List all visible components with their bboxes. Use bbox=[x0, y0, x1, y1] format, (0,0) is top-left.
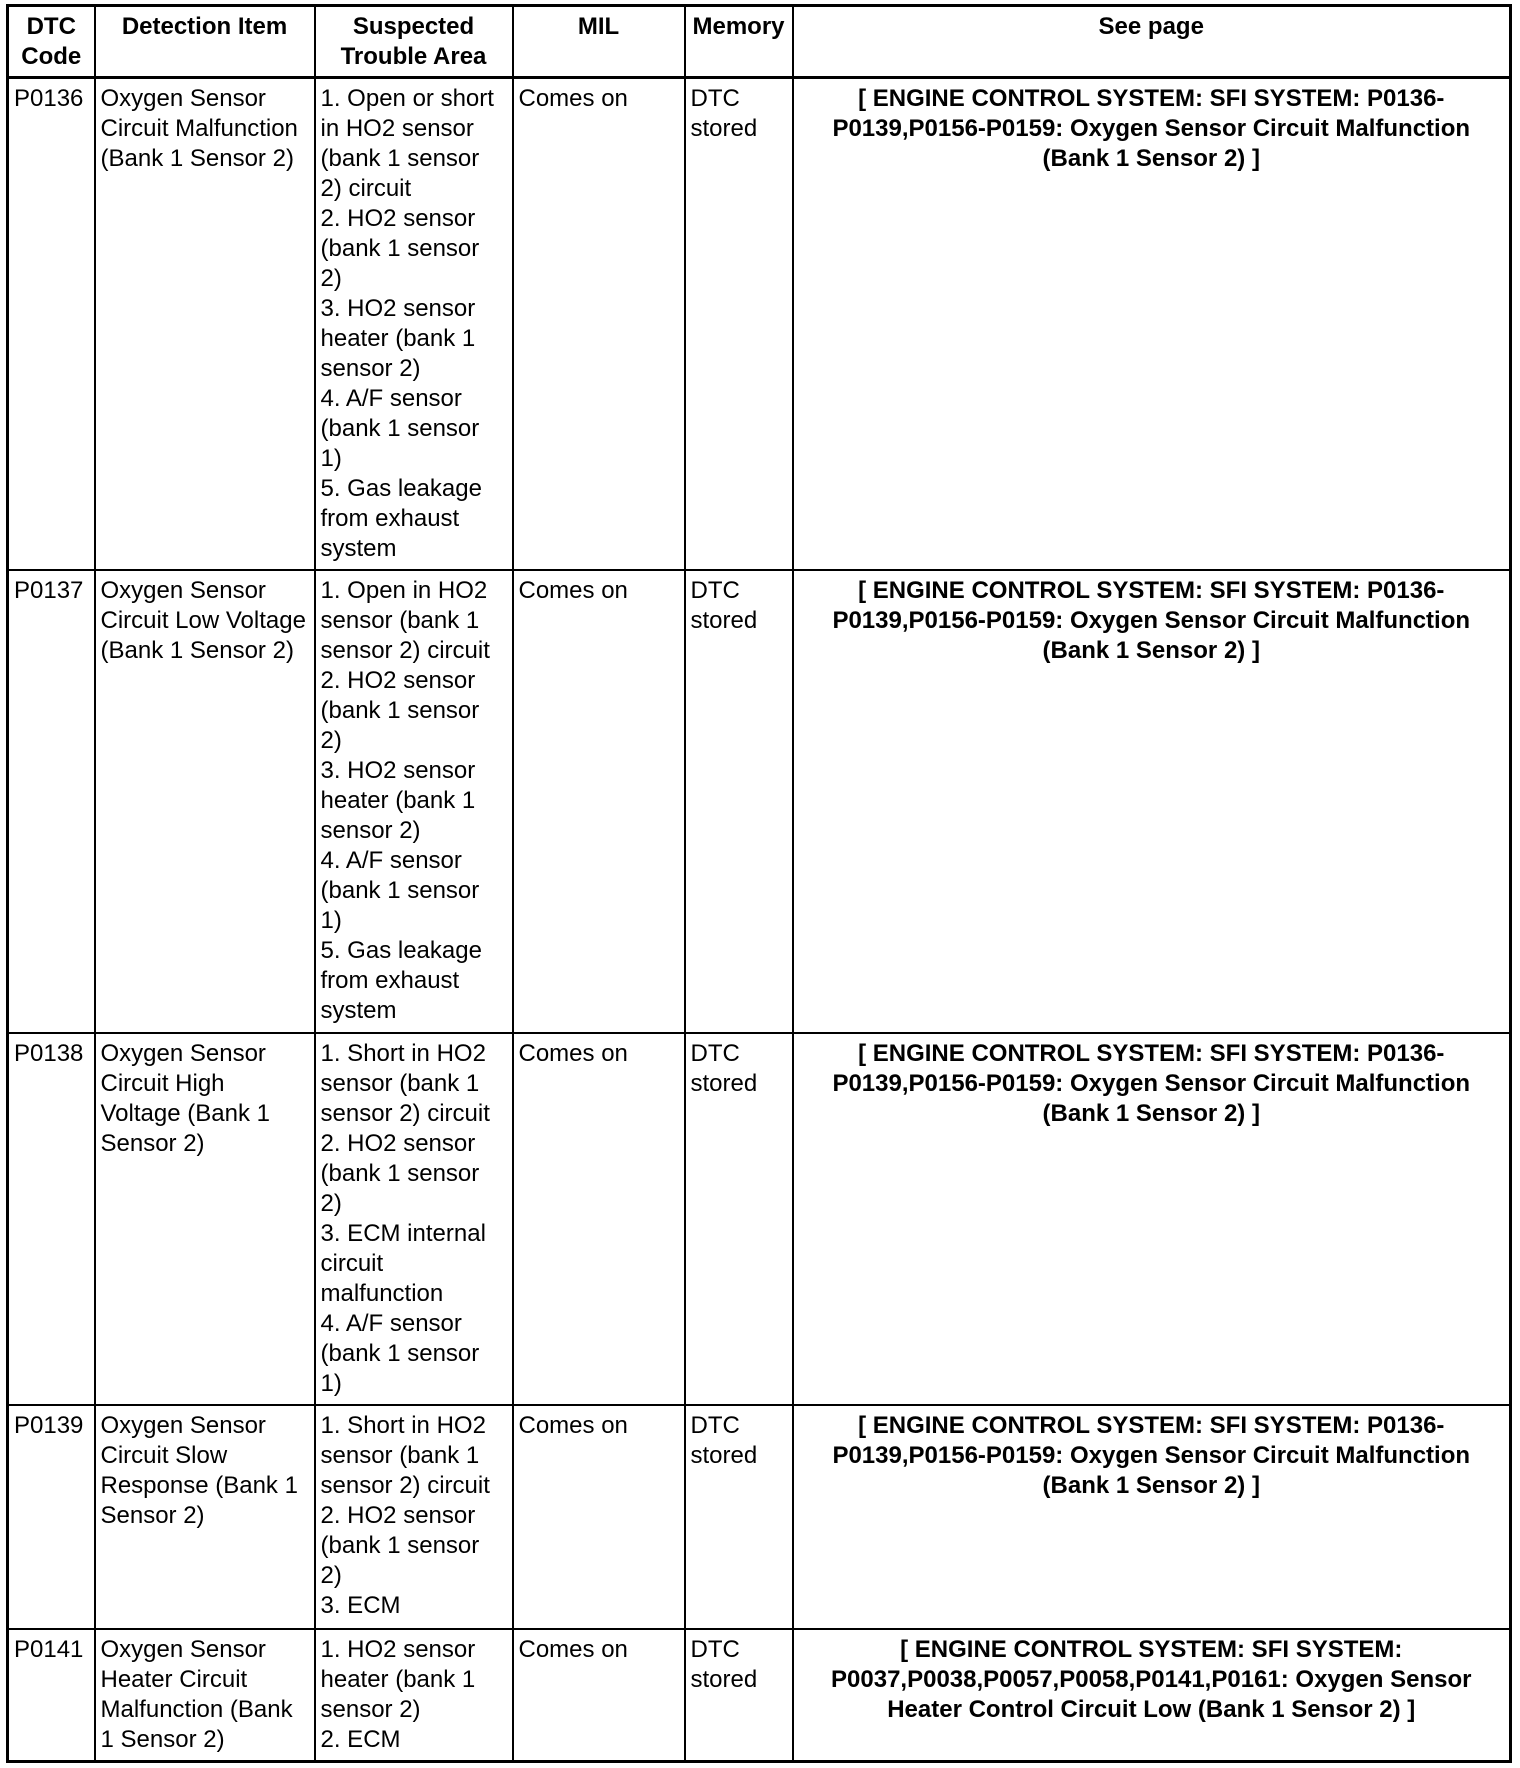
area-item: 3. HO2 sensor heater (bank 1 sensor 2) bbox=[320, 295, 476, 382]
area-item: 1. Short in HO2 sensor (bank 1 sensor 2) circuit bbox=[320, 1039, 490, 1127]
area-item: 1. Open or short in HO2 sensor (bank 1 sensor 2) circuit bbox=[320, 85, 494, 202]
area-item: 5. Gas leakage from exhaust system bbox=[320, 475, 482, 562]
table-row bbox=[8, 1629, 1511, 1762]
area-item: 2. HO2 sensor (bank 1 sensor 2) bbox=[320, 1129, 480, 1217]
see-page-link[interactable]: [ ENGINE CONTROL SYSTEM: SFI SYSTEM: P0136-P0139,P0156-P0159: Oxygen Sensor Circuit Malfunction (Bank 1 Sensor 2) ] bbox=[832, 576, 1471, 664]
header-mil: MIL bbox=[513, 6, 685, 78]
area-item: 5. Gas leakage from exhaust system bbox=[320, 936, 482, 1024]
mil-cell: Comes on bbox=[513, 1629, 685, 1762]
area-item: 1. Short in HO2 sensor (bank 1 sensor 2) circuit bbox=[320, 1411, 490, 1499]
area-item: 4. A/F sensor (bank 1 sensor 1) bbox=[320, 1309, 480, 1397]
area-item: 2. HO2 sensor (bank 1 sensor 2) bbox=[320, 205, 480, 292]
see-page-link[interactable]: [ ENGINE CONTROL SYSTEM: SFI SYSTEM: P0136-P0139,P0156-P0159: Oxygen Sensor Circuit Malfunction (Bank 1 Sensor 2) ] bbox=[832, 1039, 1471, 1127]
dtc-table bbox=[6, 4, 1512, 1763]
header-dtc-code: DTC Code bbox=[8, 6, 95, 78]
dtc-code-cell: P0136 bbox=[8, 78, 95, 570]
area-item: 2. HO2 sensor (bank 1 sensor 2) bbox=[320, 1501, 480, 1589]
detection-item-cell: Oxygen Sensor Circuit Slow Response (Bank 1 Sensor 2) bbox=[95, 1405, 315, 1629]
header-suspected-trouble-area: Suspected Trouble Area bbox=[315, 6, 513, 78]
mil-cell: Comes on bbox=[513, 1405, 685, 1629]
see-page-cell bbox=[793, 78, 1511, 570]
memory-cell: DTC stored bbox=[685, 1405, 793, 1629]
detection-item-cell: Oxygen Sensor Heater Circuit Malfunction (Bank 1 Sensor 2) bbox=[95, 1629, 315, 1762]
dtc-code-cell: P0141 bbox=[8, 1629, 95, 1762]
mil-cell: Comes on bbox=[513, 78, 685, 570]
dtc-code-cell: P0138 bbox=[8, 1033, 95, 1405]
header-see-page: See page bbox=[793, 6, 1511, 78]
see-page-link[interactable]: [ ENGINE CONTROL SYSTEM: SFI SYSTEM: P0136-P0139,P0156-P0159: Oxygen Sensor Circuit Malfunction (Bank 1 Sensor 2) ] bbox=[832, 85, 1471, 172]
table-row bbox=[8, 1033, 1511, 1405]
detection-item-cell: Oxygen Sensor Circuit Malfunction (Bank 1 Sensor 2) bbox=[95, 78, 315, 570]
dtc-table-container bbox=[6, 4, 1509, 1763]
area-item: 2. HO2 sensor (bank 1 sensor 2) bbox=[320, 666, 480, 754]
header-memory: Memory bbox=[685, 6, 793, 78]
see-page-link[interactable]: [ ENGINE CONTROL SYSTEM: SFI SYSTEM: P0136-P0139,P0156-P0159: Oxygen Sensor Circuit Malfunction (Bank 1 Sensor 2) ] bbox=[832, 1411, 1471, 1499]
area-item: 1. HO2 sensor heater (bank 1 sensor 2) bbox=[320, 1635, 476, 1723]
suspected-area-cell bbox=[315, 570, 513, 1033]
dtc-code-cell: P0137 bbox=[8, 570, 95, 1033]
see-page-link[interactable]: [ ENGINE CONTROL SYSTEM: SFI SYSTEM: P0037,P0038,P0057,P0058,P0141,P0161: Oxygen Sensor Heater Control Circuit Low (Bank 1 Sensor 2) ] bbox=[831, 1635, 1472, 1723]
mil-cell: Comes on bbox=[513, 570, 685, 1033]
table-row bbox=[8, 78, 1511, 570]
area-item: 3. ECM bbox=[320, 1591, 401, 1619]
see-page-cell bbox=[793, 1033, 1511, 1405]
memory-cell: DTC stored bbox=[685, 78, 793, 570]
suspected-area-cell bbox=[315, 78, 513, 570]
memory-cell: DTC stored bbox=[685, 1629, 793, 1762]
memory-cell: DTC stored bbox=[685, 570, 793, 1033]
area-item: 3. ECM internal circuit malfunction bbox=[320, 1219, 486, 1307]
table-row bbox=[8, 570, 1511, 1033]
area-item: 3. HO2 sensor heater (bank 1 sensor 2) bbox=[320, 756, 476, 844]
table-row bbox=[8, 1405, 1511, 1629]
suspected-area-cell bbox=[315, 1405, 513, 1629]
see-page-cell bbox=[793, 1629, 1511, 1762]
see-page-cell bbox=[793, 570, 1511, 1033]
area-item: 2. ECM bbox=[320, 1725, 401, 1753]
mil-cell: Comes on bbox=[513, 1033, 685, 1405]
area-item: 4. A/F sensor (bank 1 sensor 1) bbox=[320, 385, 480, 472]
dtc-code-cell: P0139 bbox=[8, 1405, 95, 1629]
memory-cell: DTC stored bbox=[685, 1033, 793, 1405]
header-detection-item: Detection Item bbox=[95, 6, 315, 78]
suspected-area-cell bbox=[315, 1629, 513, 1762]
detection-item-cell: Oxygen Sensor Circuit Low Voltage (Bank 1 Sensor 2) bbox=[95, 570, 315, 1033]
suspected-area-cell bbox=[315, 1033, 513, 1405]
header-row bbox=[8, 6, 1511, 78]
area-item: 4. A/F sensor (bank 1 sensor 1) bbox=[320, 846, 480, 934]
see-page-cell bbox=[793, 1405, 1511, 1629]
detection-item-cell: Oxygen Sensor Circuit High Voltage (Bank 1 Sensor 2) bbox=[95, 1033, 315, 1405]
area-item: 1. Open in HO2 sensor (bank 1 sensor 2) circuit bbox=[320, 576, 490, 664]
